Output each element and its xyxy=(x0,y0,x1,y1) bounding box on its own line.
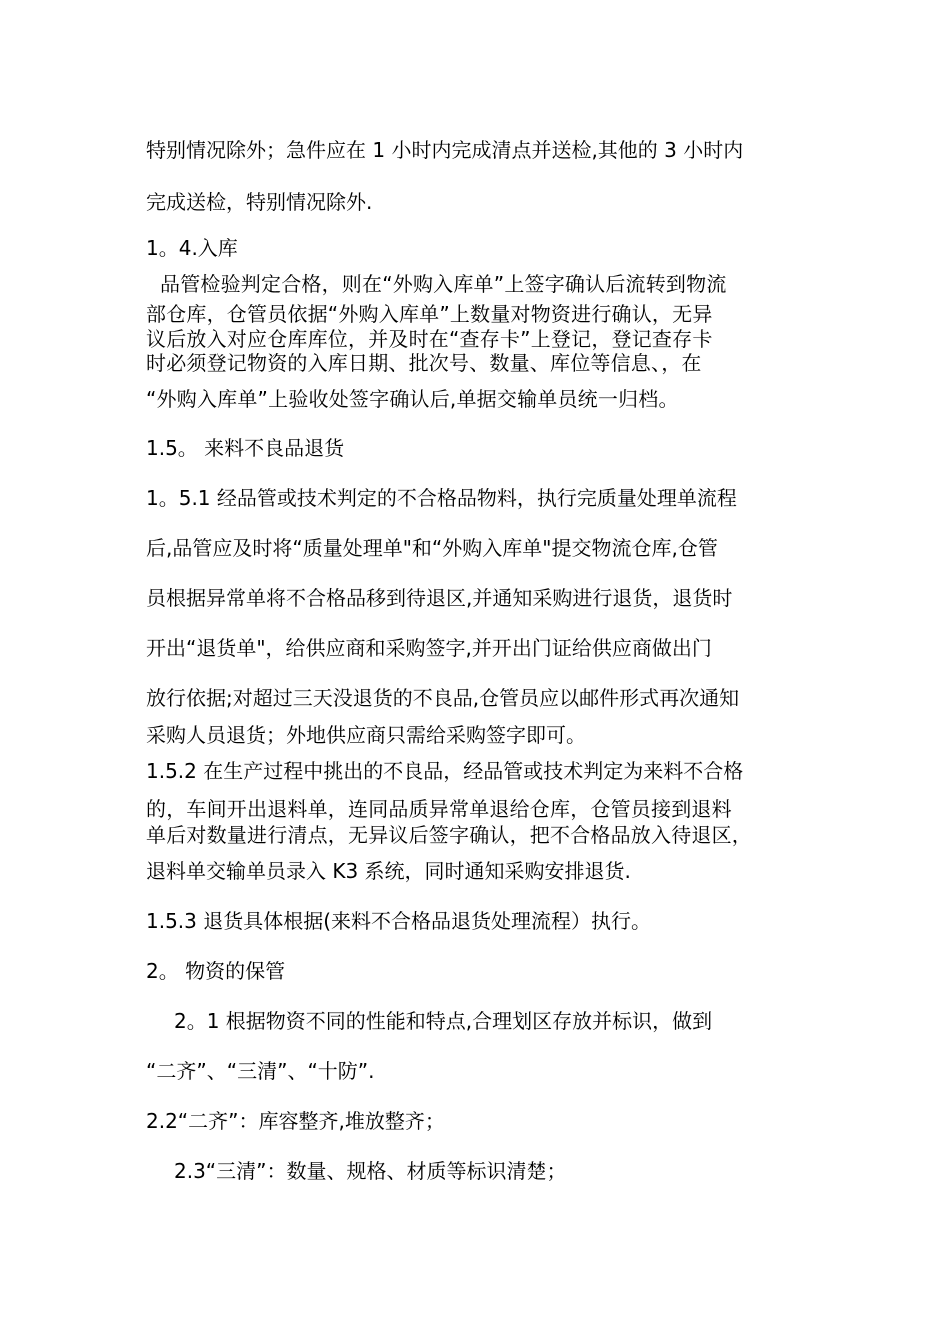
section-heading: 1.5。 来料不良品退货 xyxy=(146,436,345,460)
text-line: “二齐”、“三清”、“十防”. xyxy=(146,1059,375,1083)
text-line: 1.5.3 退货具体根据(来料不合格品退货处理流程）执行。 xyxy=(146,909,652,933)
text-line: 时必须登记物资的入库日期、批次号、数量、库位等信息、，在 xyxy=(146,351,702,375)
text-line: 员根据异常单将不合格品移到待退区,并通知采购进行退货，退货时 xyxy=(146,586,733,610)
text-line: 1。5.1 经品管或技术判定的不合格品物料，执行完质量处理单流程 xyxy=(146,486,737,510)
text-line: 单后对数量进行清点，无异议后签字确认，把不合格品放入待退区， xyxy=(146,823,752,847)
text-line: 2.2“二齐”：库容整齐,堆放整齐； xyxy=(146,1109,445,1133)
text-line: 议后放入对应仓库库位，并及时在“查存卡”上登记，登记查存卡 xyxy=(146,327,713,351)
text-line: 特别情况除外；急件应在 1 小时内完成清点并送检,其他的 3 小时内 xyxy=(146,138,744,162)
text-line: 完成送检，特别情况除外. xyxy=(146,190,373,214)
text-line: 开出“退货单"，给供应商和采购签字,并开出门证给供应商做出门 xyxy=(146,636,712,660)
text-line: 1.5.2 在生产过程中挑出的不良品，经品管或技术判定为来料不合格 xyxy=(146,759,744,783)
text-line: 放行依据;对超过三天没退货的不良品,仓管员应以邮件形式再次通知 xyxy=(146,686,740,710)
text-line: 品管检验判定合格，则在“外购入库单”上签字确认后流转到物流 xyxy=(160,272,727,296)
text-line: 后,品管应及时将“质量处理单"和“外购入库单"提交物流仓库,仓管 xyxy=(146,536,718,560)
text-line: 2。1 根据物资不同的性能和特点,合理划区存放并标识，做到 xyxy=(174,1009,713,1033)
section-heading: 2。 物资的保管 xyxy=(146,959,286,983)
text-line: 2.3“三清”：数量、规格、材质等标识清楚； xyxy=(174,1159,567,1183)
text-line: 采购人员退货；外地供应商只需给采购签字即可。 xyxy=(146,723,586,747)
text-line: 退料单交输单员录入 K3 系统，同时通知采购安排退货. xyxy=(146,859,631,883)
section-heading: 1。4.入库 xyxy=(146,236,238,260)
text-line: “外购入库单”上验收处签字确认后,单据交输单员统一归档。 xyxy=(146,387,679,411)
text-line: 部仓库，仓管员依据“外购入库单”上数量对物资进行确认，无异 xyxy=(146,302,713,326)
text-line: 的，车间开出退料单，连同品质异常单退给仓库，仓管员接到退料 xyxy=(146,797,732,821)
